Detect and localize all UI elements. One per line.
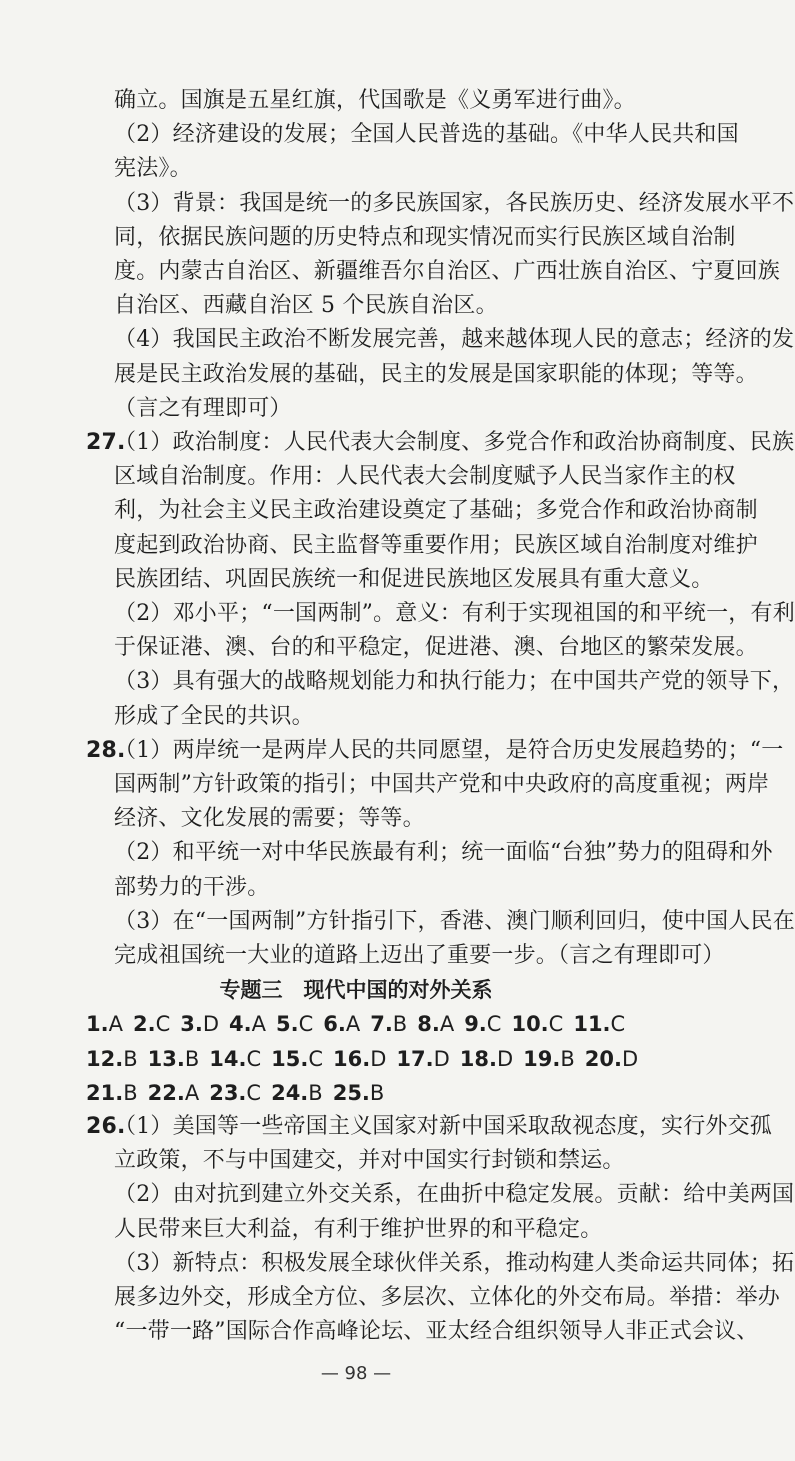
- text-line: （1）政治制度：人民代表大会制度、多党合作和政治协商制度、民族: [114, 430, 795, 455]
- mc-answer: 17.D: [396, 1046, 450, 1071]
- text-line: 部势力的干涉。: [114, 874, 270, 900]
- text-line: 于保证港、澳、台的和平稳定，促进港、澳、台地区的繁荣发展。: [114, 635, 758, 661]
- mc-answer: 18.D: [459, 1046, 514, 1071]
- text-line: 度起到政治协商、民主监督等重要作用；民族区域自治制度对维护: [114, 532, 758, 558]
- text-line: （1）两岸统一是两岸人民的共同愿望，是符合历史发展趋势的；“一: [114, 737, 784, 763]
- text-line: （2）和平统一对中华民族最有利；统一面临“台独”势力的阻碍和外: [114, 840, 773, 866]
- question-number: 27.: [86, 430, 126, 455]
- mc-answer: 24.B: [271, 1080, 323, 1105]
- mc-answer: 8.A: [417, 1012, 455, 1037]
- text-line: 国两制”方针政策的指引；中国共产党和中央政府的高度重视；两岸: [114, 772, 770, 797]
- mc-answer: 3.D: [180, 1012, 219, 1037]
- mc-answer: 10.C: [511, 1012, 564, 1037]
- mc-answer: 12.B: [86, 1046, 138, 1071]
- text-line: 形成了全民的共识。: [114, 703, 314, 729]
- section-title: 专题三 现代中国的对外关系: [219, 978, 493, 1003]
- question-number: 26.: [86, 1114, 126, 1139]
- mc-answer: 2.C: [132, 1012, 171, 1037]
- text-line: 同，依据民族问题的历史特点和现实情况而实行民族区域自治制: [114, 224, 736, 250]
- text-line: 度。内蒙古自治区、新疆维吾尔自治区、广西壮族自治区、宁夏回族: [114, 259, 781, 284]
- text-line: （1）美国等一些帝国主义国家对新中国采取敌视态度，实行外交孤: [114, 1114, 772, 1139]
- text-line: “一带一路”国际合作高峰论坛、亚太经合组织领导人非正式会议、: [114, 1319, 759, 1345]
- text-line: （2）经济建设的发展；全国人民普选的基础。《中华人民共和国: [114, 122, 739, 148]
- text-line: 立政策，不与中国建交，并对中国实行封锁和禁运。: [114, 1148, 625, 1174]
- mc-answer: 5.C: [275, 1012, 314, 1037]
- mc-answer: 15.C: [271, 1046, 323, 1071]
- mc-answer: 14.C: [209, 1046, 262, 1071]
- text-line: （3）具有强大的战略规划能力和执行能力；在中国共产党的领导下，: [114, 669, 795, 695]
- mc-answer: 11.C: [573, 1012, 626, 1037]
- mc-answer: 6.A: [323, 1012, 361, 1037]
- text-line: 展多边外交，形成全方位、多层次、立体化的外交布局。举措：举办: [114, 1285, 781, 1310]
- text-line: 完成祖国统一大业的道路上迈出了重要一步。（言之有理即可）: [114, 943, 725, 968]
- mc-answer: 16.D: [333, 1046, 387, 1071]
- mc-answer: 4.A: [229, 1012, 266, 1037]
- text-line: （3）背景：我国是统一的多民族国家，各民族历史、经济发展水平不: [114, 190, 795, 216]
- mc-answer-row: [86, 1078, 394, 1108]
- text-line: 人民带来巨大利益，有利于维护世界的和平稳定。: [114, 1216, 603, 1242]
- mc-answer: 20.D: [584, 1046, 639, 1071]
- text-line: 区域自治制度。作用：人民代表大会制度赋予人民当家作主的权: [114, 464, 736, 490]
- text-line: （2）邓小平；“一国两制”。意义：有利于实现祖国的和平统一，有利: [114, 601, 795, 626]
- text-line: 确立。国旗是五星红旗，代国歌是《义勇军进行曲》。: [114, 88, 636, 113]
- text-line: （3）新特点：积极发展全球伙伴关系，推动构建人类命运共同体；拓: [114, 1250, 795, 1276]
- text-line: 民族团结、巩固民族统一和促进民族地区发展具有重大意义。: [114, 566, 714, 592]
- mc-answer: 25.B: [332, 1080, 385, 1105]
- mc-answer: 1.A: [86, 1012, 123, 1037]
- text-line: 自治区、西藏自治区 5 个民族自治区。: [114, 293, 498, 319]
- text-line: （3）在“一国两制”方针指引下，香港、澳门顺利回归，使中国人民在: [114, 908, 795, 934]
- text-line: 宪法》。: [114, 156, 192, 182]
- mc-answer: 9.C: [464, 1012, 502, 1037]
- text-line: 展是民主政治发展的基础，民主的发展是国家职能的体现；等等。: [114, 361, 758, 387]
- mc-answer: 23.C: [209, 1080, 262, 1105]
- text-line: 经济、文化发展的需要；等等。: [114, 806, 425, 832]
- mc-answer-row: [86, 1009, 635, 1039]
- question-number: 28.: [86, 737, 126, 763]
- mc-answer: 19.B: [523, 1046, 575, 1071]
- mc-answer: 7.B: [370, 1012, 408, 1037]
- text-line: （2）由对抗到建立外交关系，在曲折中稳定发展。贡献：给中美两国: [114, 1182, 795, 1208]
- mc-answer: 22.A: [147, 1080, 200, 1105]
- text-line: （4）我国民主政治不断发展完善，越来越体现人民的意志；经济的发: [114, 327, 795, 353]
- mc-answer: 13.B: [147, 1046, 200, 1071]
- mc-answer-row: [86, 1044, 648, 1074]
- mc-answer: 21.B: [86, 1080, 138, 1105]
- text-line: 利，为社会主义民主政治建设奠定了基础；多党合作和政治协商制: [114, 498, 758, 524]
- text-line: （言之有理即可）: [114, 395, 292, 421]
- page-number: — 98 —: [320, 1363, 392, 1385]
